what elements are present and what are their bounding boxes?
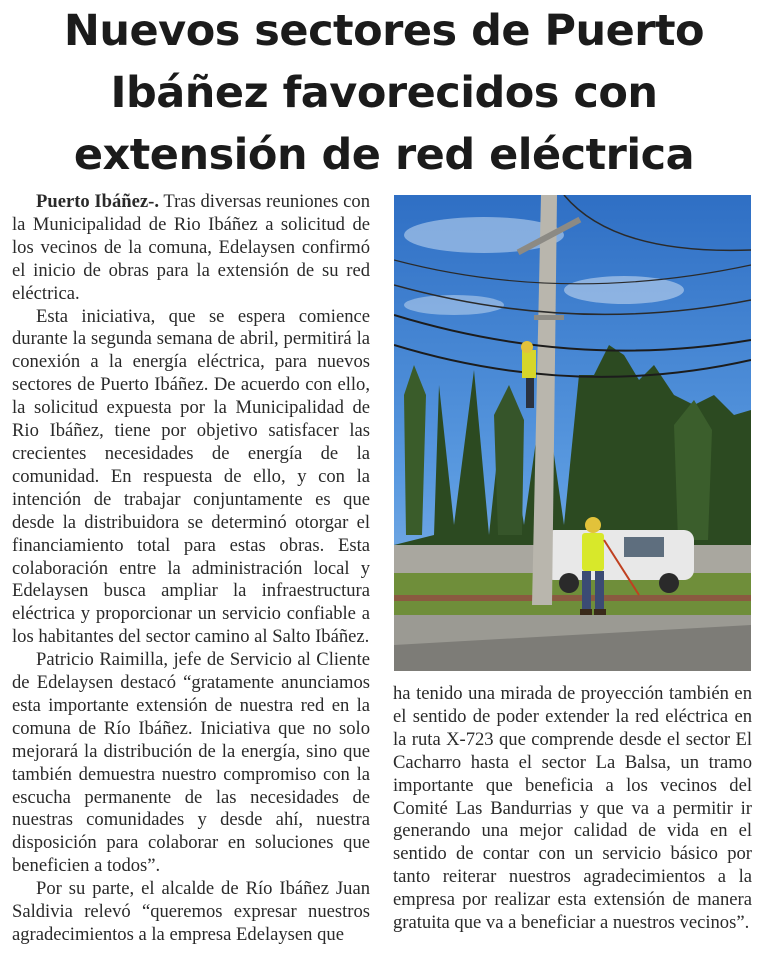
dateline: Puerto Ibáñez-. xyxy=(36,191,159,212)
photo-electric-pole-workers-icon xyxy=(394,195,751,671)
article-paragraph-continued: ha tenido una mirada de proyección también en el sentido de poder extender la red eléctrica en la ruta X-723 que comprende desde el sector El Cacharro hasta el sector La Balsa, un tramo importante que beneficia a los vecinos del Comité Las Bandurrias y que va a permitir ir generando una mejor calidad de vida en el sentido de contar con un servicio básico por tanto reiterar nuestros agradecimientos a la empresa por realizar esta extensión de manera gratuita que va a beneficiar a nuestros vecinos”. xyxy=(393,683,752,934)
paragraph-text: Tras diversas reuniones con la Municipalidad de Rio Ibáñez a solicitud de los vecinos de la comuna, Edelaysen confirmó el inicio de obras para la extensión de su red eléctrica. xyxy=(12,191,370,304)
article-column-right xyxy=(393,683,752,935)
article-paragraph: Patricio Raimilla, jefe de Servicio al Cliente de Edelaysen destacó “gratamente anunciamos esta importante extensión de nuestra red en la comuna de Río Ibáñez. Iniciativa que no solo mejorará la distribución de la energía, sino que también demuestra nuestro compromiso con la escucha permanente de las necesidades de nuestras comunidades y desde ahí, nuestra disposición para colaborar en soluciones que beneficien a todos”. xyxy=(12,649,370,877)
headline-line: Ibáñez favorecidos con xyxy=(110,68,658,118)
headline-line: extensión de red eléctrica xyxy=(73,130,695,180)
article-paragraph: Esta iniciativa, que se espera comience durante la segunda semana de abril, permitirá la conexión a la energía eléctrica, para nuevos sectores de Puerto Ibáñez. De acuerdo con ello, la solicitud expuesta por la Municipalidad de Rio Ibáñez, tiene por objetivo satisfacer las crecientes necesidades de energía de la comunidad. En respuesta de ello, y con la intención de trabajar conjuntamente es que desde la distribuidora se determinó otorgar el financiamiento total para estas obras. Esta colaboración entre la administración local y Edelaysen busca ampliar la infraestructura eléctrica y proporcionar un servicio confiable a los habitantes del sector camino al Salto Ibáñez. xyxy=(12,305,370,648)
article-paragraph xyxy=(12,191,370,306)
article-paragraph: Por su parte, el alcalde de Río Ibáñez Juan Saldivia relevó “queremos expresar nuestros agradecimientos a la empresa Edelaysen que xyxy=(12,878,370,945)
article-column-left xyxy=(12,191,370,947)
article-headline xyxy=(0,0,768,186)
headline-line: Nuevos sectores de Puerto xyxy=(63,6,705,56)
article-photo xyxy=(394,195,751,671)
